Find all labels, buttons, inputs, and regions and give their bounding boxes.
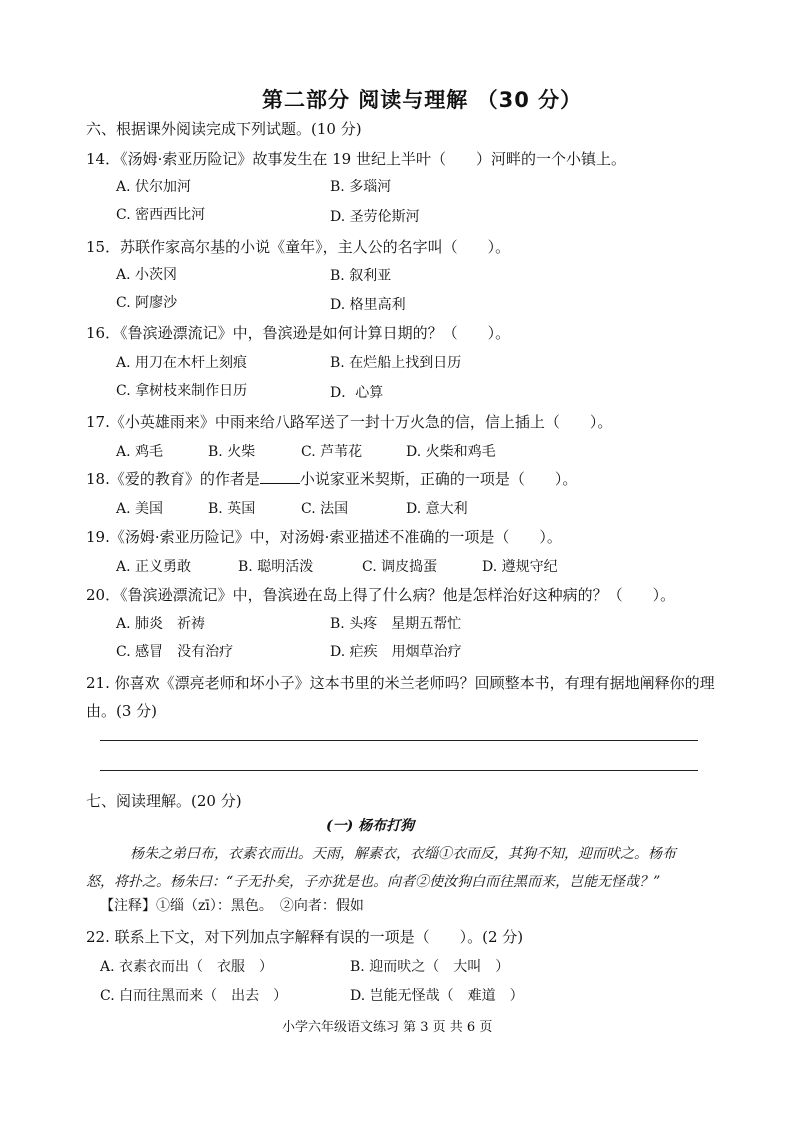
q18-text-end: 小说家亚米契斯，正确的一项是（ ）。 <box>299 470 578 488</box>
q14-option-c: C. 密西西比河 <box>116 207 206 223</box>
question-16: 16．《鲁滨逊漂流记》中，鲁滨逊是如何计算日期的？（ ）。 <box>86 324 511 342</box>
q19-option-a: A. 正义勇敢 <box>116 559 192 575</box>
question-21-line-2: 由。(3 分) <box>86 702 158 720</box>
q18-option-a: A. 美国 <box>116 501 164 517</box>
question-22: 22. 联系上下文，对下列加点字解释有误的一项是（ ）。(2 分) <box>86 928 524 946</box>
q20-option-c: C. 感冒 没有治疗 <box>116 644 234 660</box>
q20-option-b: B. 头疼 星期五帮忙 <box>330 616 462 632</box>
passage-line-1: 杨朱之弟曰布，衣素衣而出。天雨，解素衣，衣缁①衣而反，其狗不知，迎而吠之。杨布 <box>130 846 676 862</box>
q15-option-a: A. 小茨冈 <box>116 267 178 283</box>
question-18 <box>86 468 577 489</box>
q14-option-b: B. 多瑙河 <box>330 179 392 195</box>
q22-option-d: D. 岂能无怪哉（ 难道 ） <box>350 988 524 1004</box>
passage-line-2: 怒，将扑之。杨朱曰：“子无扑矣，子亦犹是也。向者②使汝狗白而往黑而来，岂能无怪哉？” <box>86 874 661 890</box>
section-6-heading: 六、根据课外阅读完成下列试题。(10 分) <box>86 120 362 138</box>
q17-option-a: A. 鸡毛 <box>116 444 164 460</box>
question-17: 17.《小英雄雨来》中雨来给八路军送了一封十万火急的信，信上插上（ ）。 <box>86 413 613 431</box>
q18-blank <box>260 471 300 484</box>
page-footer: 小学六年级语文练习 第 3 页 共 6 页 <box>282 1020 493 1035</box>
q16-option-c: C. 拿树枝来制作日历 <box>116 383 248 399</box>
answer-line-2 <box>100 770 698 771</box>
q15-option-c: C. 阿廖沙 <box>116 295 178 311</box>
q14-option-a: A. 伏尔加河 <box>116 179 192 195</box>
q14-option-d: D. 圣劳伦斯河 <box>330 209 420 225</box>
section-7-heading: 七、阅读理解。(20 分) <box>86 792 242 810</box>
q18-option-c: C. 法国 <box>301 501 349 517</box>
q16-option-a: A. 用刀在木杆上刻痕 <box>116 355 248 371</box>
question-15: 15．苏联作家高尔基的小说《童年》，主人公的名字叫（ ）。 <box>86 238 511 256</box>
question-14: 14．《汤姆·索亚历险记》故事发生在 19 世纪上半叶（ ）河畔的一个小镇上。 <box>86 150 626 168</box>
passage-title: (一) 杨布打狗 <box>326 818 415 834</box>
answer-line-1 <box>100 740 698 741</box>
q19-option-c: C. 调皮捣蛋 <box>362 559 438 575</box>
q20-option-a: A. 肺炎 祈祷 <box>116 616 206 632</box>
q16-option-b: B. 在烂船上找到日历 <box>330 355 462 371</box>
page-title: 第二部分 阅读与理解 （30 分） <box>262 88 583 112</box>
q18-option-b: B. 英国 <box>208 501 256 517</box>
question-19: 19.《汤姆·索亚历险记》中，对汤姆·索亚描述不准确的一项是（ ）。 <box>86 528 562 546</box>
q22-option-c: C. 白而往黑而来（ 出去 ） <box>100 988 288 1004</box>
q17-option-d: D. 火柴和鸡毛 <box>406 444 496 460</box>
q15-option-b: B. 叙利亚 <box>330 268 392 284</box>
q18-option-d: D. 意大利 <box>406 501 468 517</box>
q20-option-d: D. 疟疾 用烟草治疗 <box>330 644 462 660</box>
q19-option-d: D. 遵规守纪 <box>482 559 558 575</box>
q22-option-b: B. 迎而吠之（ 大叫 ） <box>350 959 510 975</box>
question-21-line-1: 21. 你喜欢《漂亮老师和坏小子》这本书里的米兰老师吗？回顾整本书，有理有据地阐释你的理 <box>86 674 715 692</box>
passage-note: 【注释】①缁（zī）：黑色。 ②向者：假如 <box>100 898 364 914</box>
q18-text-start: 18.《爱的教育》的作者是 <box>86 470 260 488</box>
q16-option-d: D．心算 <box>330 385 384 401</box>
q22-option-a: A. 衣素衣而出（ 衣服 ） <box>100 959 274 975</box>
question-20: 20．《鲁滨逊漂流记》中，鲁滨逊在岛上得了什么病？他是怎样治好这种病的？（ ）。 <box>86 586 676 604</box>
q17-option-b: B. 火柴 <box>208 444 256 460</box>
q15-option-d: D. 格里高利 <box>330 297 406 313</box>
q19-option-b: B. 聪明活泼 <box>238 559 314 575</box>
q17-option-c: C. 芦苇花 <box>301 444 363 460</box>
